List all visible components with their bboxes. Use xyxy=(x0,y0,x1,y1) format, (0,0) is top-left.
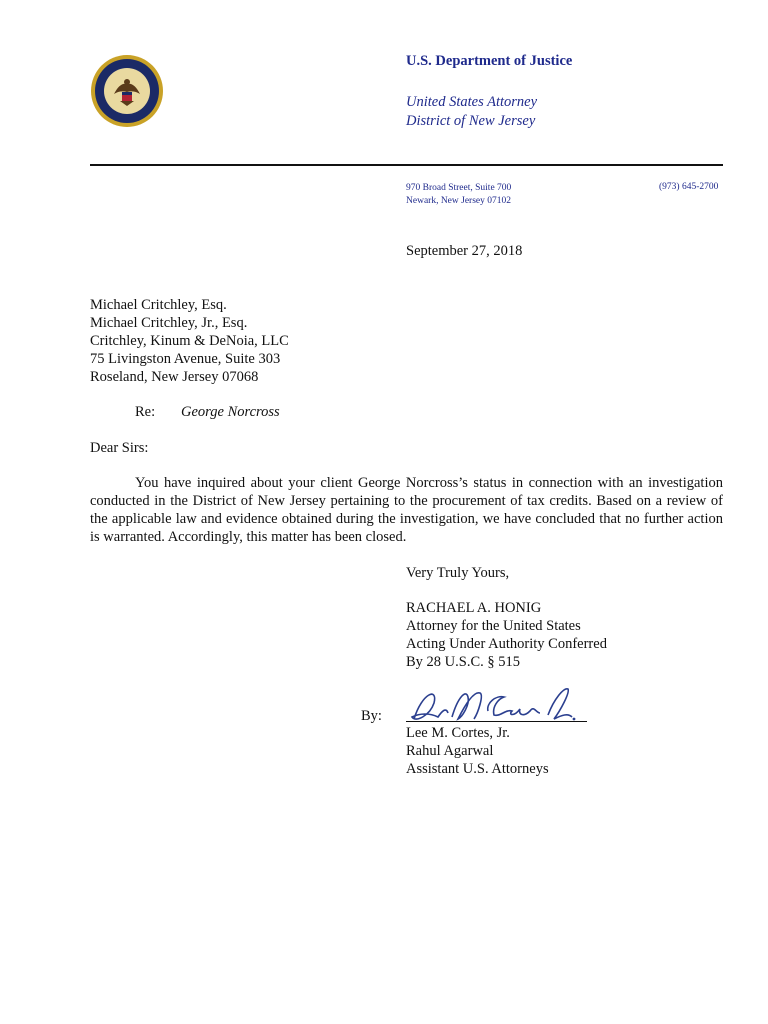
salutation: Dear Sirs: xyxy=(90,440,149,456)
office-phone: (973) 645-2700 xyxy=(659,182,719,192)
recipient-line-3: Critchley, Kinum & DeNoia, LLC xyxy=(90,333,289,349)
department-name: U.S. Department of Justice xyxy=(406,53,573,69)
by-label: By: xyxy=(361,708,382,724)
recipient-line-2: Michael Critchley, Jr., Esq. xyxy=(90,315,248,331)
signature-line xyxy=(406,721,587,722)
signatory-name: RACHAEL A. HONIG xyxy=(406,600,542,616)
office-line-2: District of New Jersey xyxy=(406,113,536,129)
signatory-title-3: By 28 U.S.C. § 515 xyxy=(406,654,521,670)
recipient-line-1: Michael Critchley, Esq. xyxy=(90,297,227,313)
signed-by-line-3: Assistant U.S. Attorneys xyxy=(406,761,549,777)
office-line-1: United States Attorney xyxy=(406,94,538,110)
signed-by-line-1: Lee M. Cortes, Jr. xyxy=(406,725,510,741)
recipient-block xyxy=(90,296,289,386)
body-paragraph: You have inquired about your client George Norcross’s status in connection with an investigation conducted in the District of New Jersey pertaining to the procurement of tax credits. Based on a review of the applicable law and evidence obtained during the investigation, we have concluded that no further action is warranted. Accordingly, this matter has been closed. xyxy=(90,475,723,545)
signatory-title-2: Acting Under Authority Conferred xyxy=(406,636,607,652)
re-label: Re: xyxy=(135,404,156,420)
recipient-line-4: 75 Livingston Avenue, Suite 303 xyxy=(90,351,281,367)
signatory-title-1: Attorney for the United States xyxy=(406,618,581,634)
address-line-1: 970 Broad Street, Suite 700 xyxy=(406,183,512,193)
letterhead-divider xyxy=(90,164,723,166)
signed-by-line-2: Rahul Agarwal xyxy=(406,743,494,759)
signed-by-block xyxy=(406,724,549,778)
closing: Very Truly Yours, xyxy=(406,565,510,581)
signatory-block xyxy=(406,599,607,671)
office-name xyxy=(406,93,537,131)
letter-date: September 27, 2018 xyxy=(406,243,523,259)
office-address xyxy=(406,182,511,208)
address-line-2: Newark, New Jersey 07102 xyxy=(406,196,511,206)
recipient-line-5: Roseland, New Jersey 07068 xyxy=(90,369,259,385)
doj-seal xyxy=(90,54,164,128)
re-subject: George Norcross xyxy=(181,404,280,420)
